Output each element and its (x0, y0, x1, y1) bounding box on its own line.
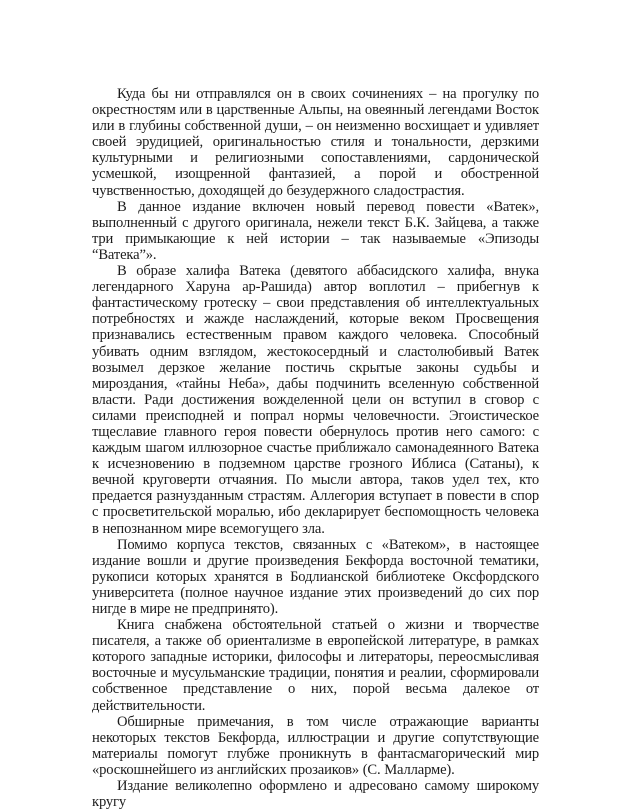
paragraph-edition-contents: В данное издание включен новый перевод повести «Ватек», выполненный с другого оригинала, нежели текст Б.К. Зайцева, а также три примыкающие к ней истории – так называемые «Эпизоды “Ватека”». (92, 198, 539, 263)
paragraph-audience: Издание великолепно оформлено и адресовано самому широкому кругу (92, 778, 539, 810)
paragraph-notes: Обширные примечания, в том числе отражающие варианты некоторых текстов Бекфорда, иллюстрации и другие сопутствующие материалы помогут глубже проникнуть в фантасмагорический мир «роскошнейшего из английских прозаиков» (С. Малларме). (92, 713, 539, 778)
paragraph-vathek-description: В образе халифа Ватека (девятого аббасидского халифа, внука легендарного Харуна ар-Рашида) автор воплотил – прибегнув к фантастическому гротеску – свои представления об интеллектуальных потребностях и жажде наслаждений, которые веком Просвещения признавались естественным правом каждого человека. Способный убивать одним взглядом, жестокосердный и сластолюбивый Ватек возымел дерзкое желание постичь скрытые законы судьбы и мироздания, «тайны Неба», дабы подчинить вселенную собственной власти. Ради достижения вожделенной цели он вступил в сговор с силами преисподней и попрал нормы человечности. Эгоистическое тщеславие главного героя повести обернулось против него самого: с каждым шагом иллюзорное счастье приближало самонадеянного Ватека к исчезновению в подземном царстве грозного Иблиса (Сатаны), к вечной круговерти отчаяния. По мысли автора, таков удел тех, кто предается разнузданным страстям. Аллегория вступает в повести в спор с просветительской моралью, ибо декларирует беспомощность человека в непознанном мире всемогущего зла. (92, 263, 539, 537)
paragraph-intro: Куда бы ни отправлялся он в своих сочинениях – на прогулку по окрестностям или в царственные Альпы, на овеянный легендами Восток или в глубины собственной души, – он неизменно восхищает и удивляет своей эрудицией, оригинальностью стиля и тональности, дерзкими культурными и религиозными сопоставлениями, сардонической усмешкой, изощренной фантазией, а порой и обостренной чувственностью, доходящей до безудержного сладострастия. (92, 86, 539, 199)
paragraph-other-works: Помимо корпуса текстов, связанных с «Ватеком», в настоящее издание вошли и другие произведения Бекфорда восточной тематики, рукописи которых хранятся в Бодлианской библиотеке Оксфордского университета (полное научное издание этих произведений до сих пор нигде в мире не предпринято). (92, 536, 539, 617)
annotation-text-block (92, 86, 539, 810)
paragraph-article: Книга снабжена обстоятельной статьей о жизни и творчестве писателя, а также об ориентализме в европейской литературе, в рамках которого западные историки, философы и литераторы, переосмысливая восточные и мусульманские традиции, понятия и реалии, сформировали собственное представление о них, порой весьма далекое от действительности. (92, 617, 539, 714)
